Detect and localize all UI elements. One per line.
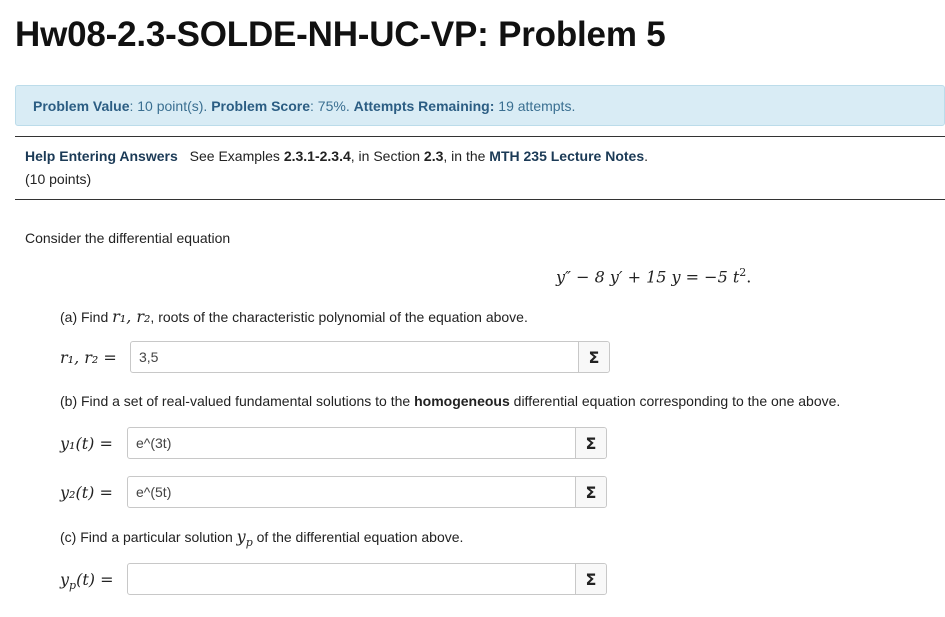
r1-r2-input[interactable] (131, 342, 580, 372)
attempts-remaining-text: 19 attempts. (494, 98, 576, 114)
help-line (25, 148, 648, 164)
yp-input[interactable] (128, 564, 577, 594)
y2-label: y₂(t) = (60, 483, 113, 502)
help-entering-answers-link[interactable]: Help Entering Answers (25, 148, 178, 164)
examples-ref: 2.3.1-2.3.4 (283, 148, 351, 164)
part-b-suffix: differential equation corresponding to the one above. (509, 393, 841, 409)
r1-r2-answer-box (130, 341, 610, 373)
part-c-suffix: of the differential equation above. (252, 529, 464, 545)
sigma-icon[interactable]: Σ (575, 564, 606, 594)
y2-input[interactable] (128, 477, 577, 507)
equation-end: . (746, 267, 752, 287)
see-examples-text: See Examples (189, 148, 284, 164)
sigma-icon[interactable]: Σ (575, 477, 606, 507)
part-a-prefix: (a) Find (60, 309, 113, 325)
yp-label-sub: p (69, 579, 77, 593)
divider-top (15, 136, 945, 137)
part-a-prompt (60, 307, 528, 326)
equation-equals: = (680, 267, 705, 287)
problem-score-label: Problem Score (211, 98, 311, 114)
points-text: (10 points) (25, 171, 92, 187)
problem-value-text: : 10 point(s). (129, 98, 212, 114)
part-c-var (236, 527, 253, 550)
divider-bottom (15, 199, 945, 200)
yp-label (60, 570, 114, 592)
section-ref: 2.3 (423, 148, 444, 164)
sigma-icon[interactable]: Σ (575, 428, 606, 458)
equation-lhs: y″ − 8 y′ + 15 y (556, 267, 681, 287)
part-c-prefix: (c) Find a particular solution (60, 529, 237, 545)
attempts-remaining-label: Attempts Remaining: (353, 98, 495, 114)
problem-intro: Consider the differential equation (25, 230, 231, 246)
part-b-prompt (60, 393, 840, 409)
problem-value-label: Problem Value (33, 98, 130, 114)
part-c-var-main: y (236, 527, 246, 546)
r1-r2-label: r₁, r₂ = (60, 348, 117, 367)
part-b-bold: homogeneous (414, 393, 510, 409)
sigma-icon[interactable]: Σ (578, 342, 609, 372)
y1-input[interactable] (128, 428, 577, 458)
differential-equation (556, 266, 751, 286)
problem-score-box (15, 85, 945, 126)
part-c-var-sub: p (245, 536, 253, 550)
equation-exponent: 2 (739, 266, 747, 279)
yp-answer-box (127, 563, 607, 595)
equation-rhs: −5 t (704, 267, 740, 287)
yp-label-main: y (60, 570, 70, 589)
help-period: . (644, 148, 649, 164)
problem-score-text: : 75%. (310, 98, 354, 114)
y1-answer-box (127, 427, 607, 459)
yp-label-rest: (t) = (76, 570, 114, 589)
part-a-vars: r₁, r₂ (112, 307, 151, 326)
in-section-text: , in Section (350, 148, 424, 164)
part-c-prompt (60, 527, 463, 549)
y1-label: y₁(t) = (60, 434, 113, 453)
part-a-suffix: , roots of the characteristic polynomial of the equation above. (150, 309, 528, 325)
lecture-notes-link[interactable]: MTH 235 Lecture Notes (489, 148, 645, 164)
part-b-prefix: (b) Find a set of real-valued fundamental solutions to the (60, 393, 415, 409)
y2-answer-box (127, 476, 607, 508)
page-title: Hw08-2.3-SOLDE-NH-UC-VP: Problem 5 (15, 15, 666, 54)
in-the-text: , in the (443, 148, 490, 164)
